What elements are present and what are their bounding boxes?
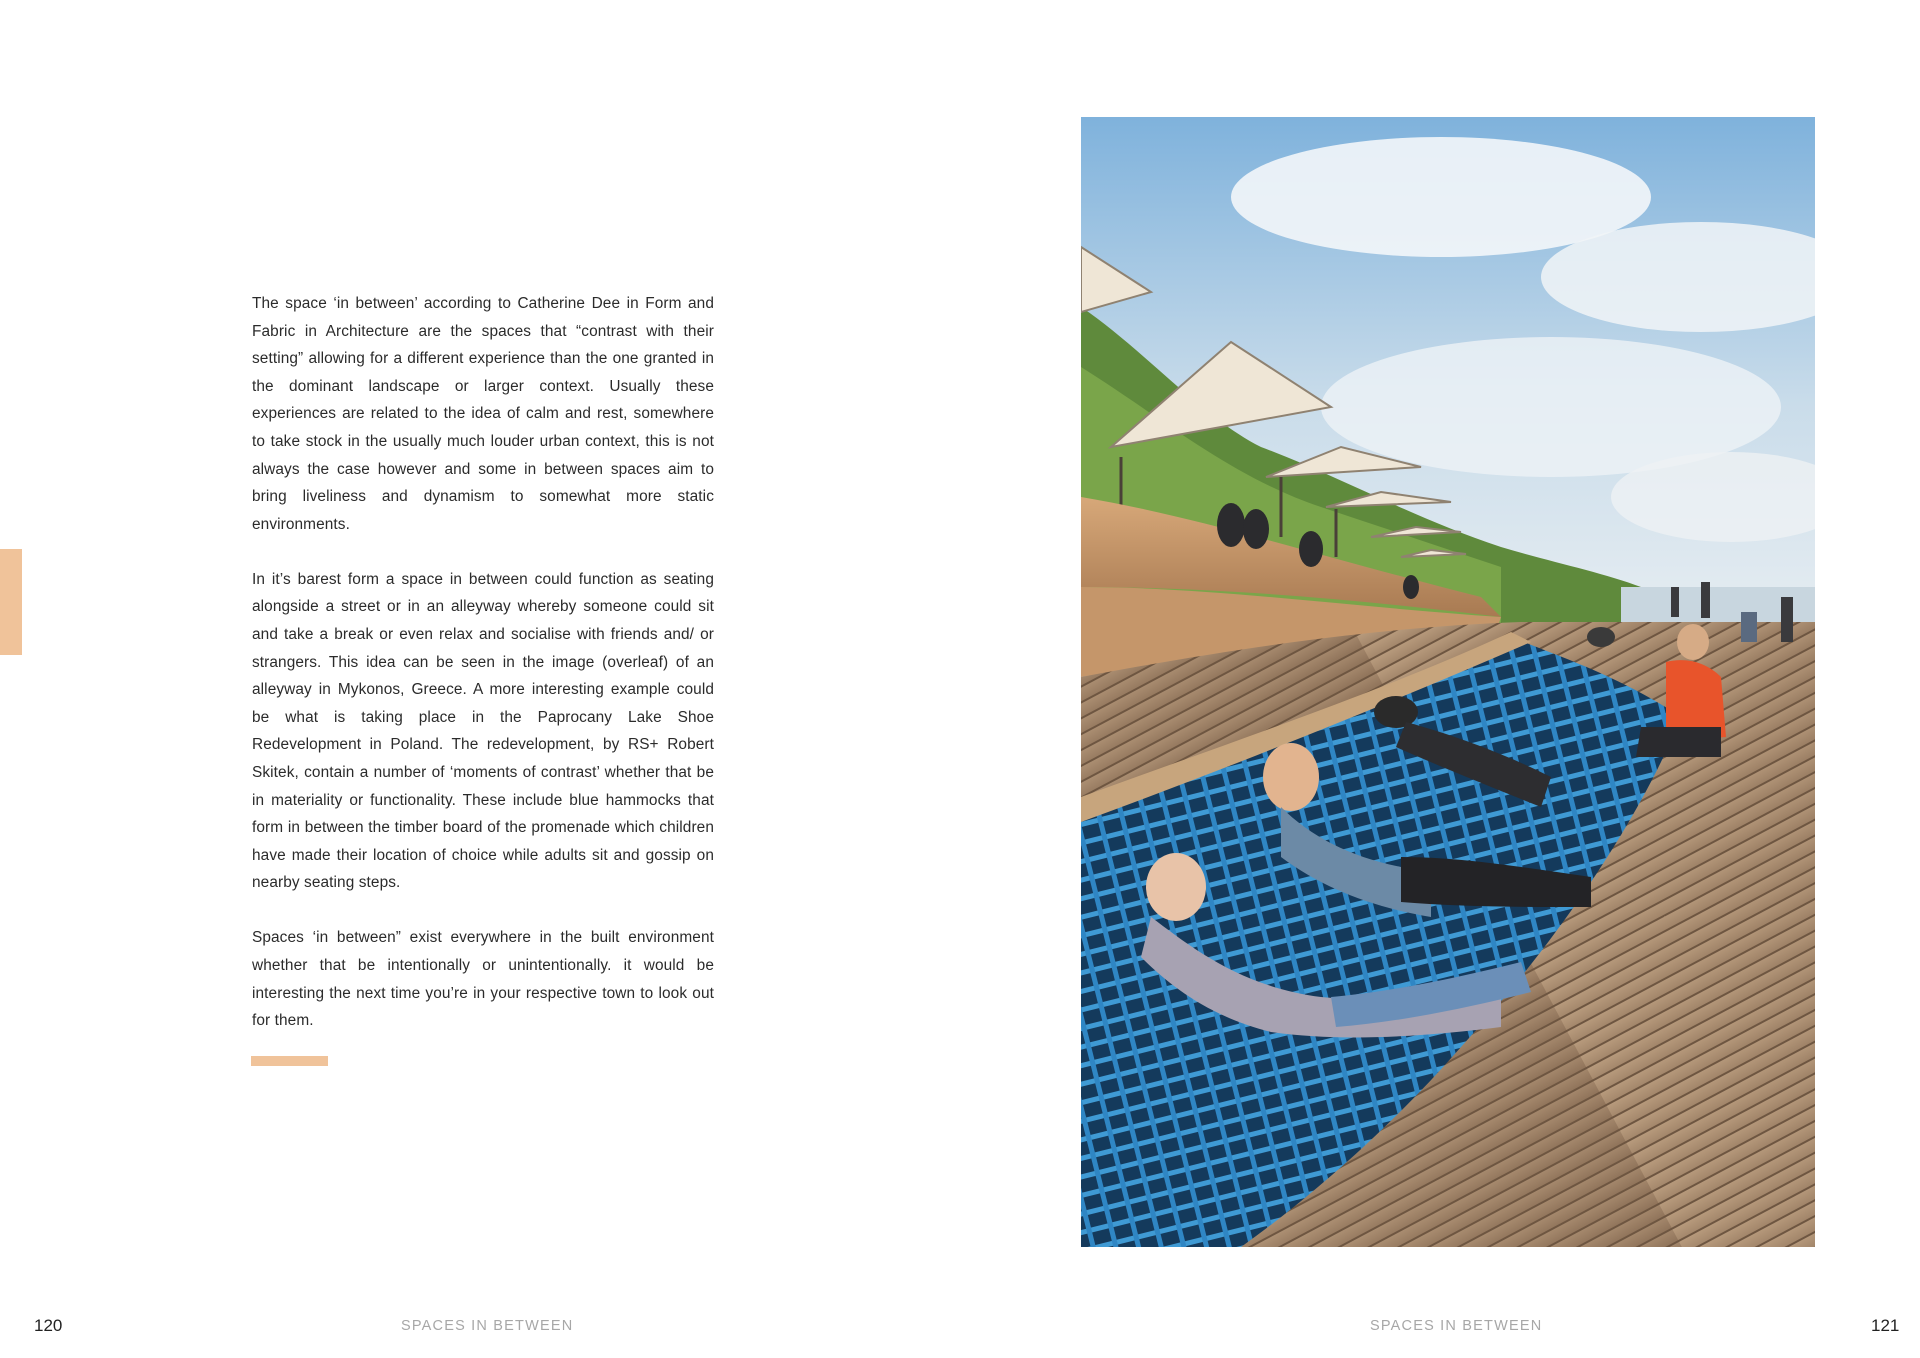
paragraph-conclusion: Spaces ‘in between” exist everywhere in the built environment whether that be intentionally or unintentionally. it would be interesting the next time you’re in your respective town to look out for them. [252, 929, 714, 1030]
page-number-left: 120 [34, 1316, 63, 1335]
paragraph-intro: The space ‘in between’ according to Catherine Dee in Form and Fabric in Architecture are the spaces that “contrast with their setting” allowing for a different experience than the one granted in the dominant landscape or larger context. Usually these experiences are related to the idea of calm and rest, somewhere to take stock in the usually much louder urban context, this is not always the case however and some in between spaces aim to bring liveliness and dynamism to somewhat more static environments. [252, 295, 714, 533]
running-title-left: SPACES IN BETWEEN [401, 1318, 574, 1334]
paragraph-examples: In it’s barest form a space in between could function as seating alongside a street or in an alleyway whereby someone could sit and take a break or even relax and socialise with friends and/ or strangers. This idea can be seen in the image (overleaf) of an alleyway in Mykonos, Greece. A more interesting example could be what is taking place in the Paprocany Lake Shoe Redevelopment in Poland. The redevelopment, by RS+ Robert Skitek, contain a number of ‘moments of contrast’ whether that be in materiality or functionality. These include blue hammocks that form in between the timber board of the promenade which children have made their location of choice while adults sit and gossip on nearby seating steps. [252, 570, 714, 892]
accent-bar [251, 1056, 328, 1066]
side-accent-tab [0, 549, 22, 655]
photo-illustration [1081, 117, 1815, 1247]
page-number-right: 121 [1871, 1316, 1900, 1335]
body-text-column [252, 290, 714, 1062]
promenade-hammock-photo [1081, 117, 1815, 1247]
running-title-right: SPACES IN BETWEEN [1370, 1318, 1543, 1334]
